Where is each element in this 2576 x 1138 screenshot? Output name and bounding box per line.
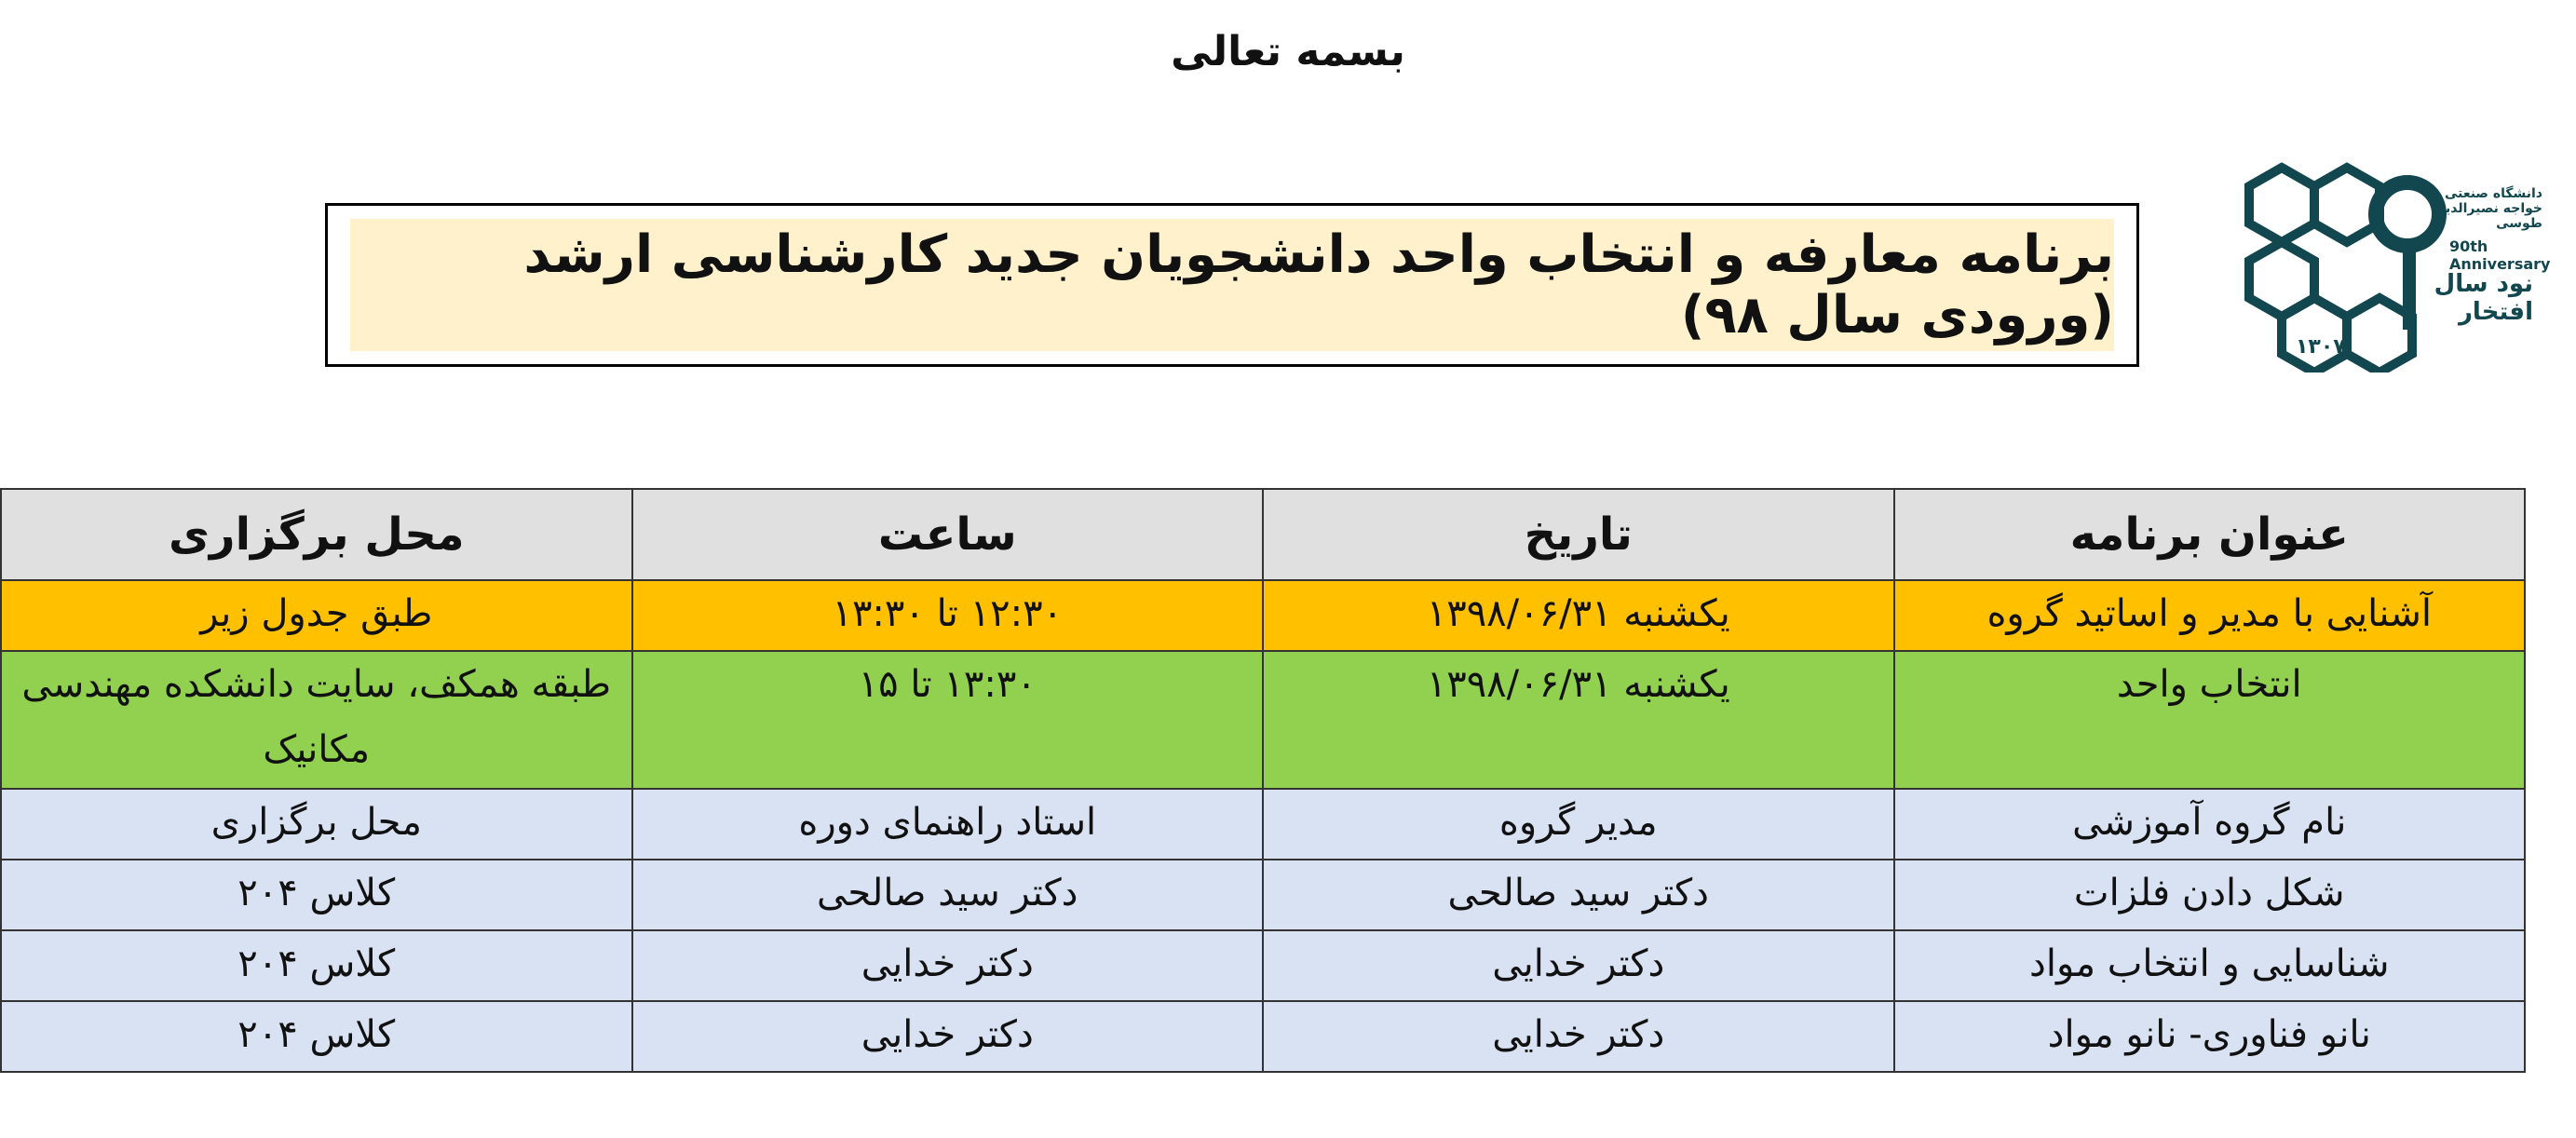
table-cell: دکتر خدایی <box>1263 1001 1894 1072</box>
table-cell: انتخاب واحد <box>1894 651 2526 789</box>
table-row <box>1 789 2525 860</box>
table-cell: ۱۲:۳۰ تا ۱۳:۳۰ <box>632 580 1264 651</box>
table-cell: شناسایی و انتخاب مواد <box>1894 930 2526 1001</box>
title-box <box>325 203 2139 367</box>
table-row <box>1 930 2525 1001</box>
table-cell: کلاس ۲۰۴ <box>1 860 632 930</box>
logo-year: ۱۳۰۷ <box>2296 335 2346 359</box>
schedule-table <box>0 488 2526 1073</box>
table-cell: کلاس ۲۰۴ <box>1 1001 632 1072</box>
table-header-row <box>1 489 2525 580</box>
table-cell: دکتر سید صالحی <box>1263 860 1894 930</box>
table-cell: دکتر سید صالحی <box>632 860 1264 930</box>
page-heading: بسمه تعالی <box>1171 28 1405 75</box>
table-cell: مدیر گروه <box>1263 789 1894 860</box>
table-cell: محل برگزاری <box>1 789 632 860</box>
table-row <box>1 651 2525 789</box>
table-cell: شکل دادن فلزات <box>1894 860 2526 930</box>
table-row <box>1 580 2525 651</box>
logo-anniversary-text: 90th Anniversary <box>2449 237 2551 273</box>
header-location: محل برگزاری <box>1 489 632 580</box>
table-cell: دکتر خدایی <box>632 1001 1264 1072</box>
table-cell: یکشنبه ۱۳۹۸/۰۶/۳۱ <box>1263 651 1894 789</box>
table-cell: کلاس ۲۰۴ <box>1 930 632 1001</box>
logo-university-text: دانشگاه صنعتی خواجه نصیرالدین طوسی <box>2434 186 2542 231</box>
table-cell: آشنایی با مدیر و اساتید گروه <box>1894 580 2526 651</box>
table-row <box>1 1001 2525 1072</box>
table-cell: دکتر خدایی <box>1263 930 1894 1001</box>
table-cell: استاد راهنمای دوره <box>632 789 1264 860</box>
table-cell: طبق جدول زیر <box>1 580 632 651</box>
table-cell: نانو فناوری- نانو مواد <box>1894 1001 2526 1072</box>
header-date: تاریخ <box>1263 489 1894 580</box>
table-cell: دکتر خدایی <box>632 930 1264 1001</box>
table-row <box>1 860 2525 930</box>
table-cell: یکشنبه ۱۳۹۸/۰۶/۳۱ <box>1263 580 1894 651</box>
header-time: ساعت <box>632 489 1264 580</box>
table-cell: نام گروه آموزشی <box>1894 789 2526 860</box>
university-logo <box>2226 149 2551 373</box>
header-program-title: عنوان برنامه <box>1894 489 2526 580</box>
table-cell: طبقه همکف، سایت دانشکده مهندسی مکانیک <box>1 651 632 789</box>
table-cell: ۱۳:۳۰ تا ۱۵ <box>632 651 1264 789</box>
page-title: برنامه معارفه و انتخاب واحد دانشجویان جدید کارشناسی ارشد (ورودی سال ۹۸) <box>350 219 2114 351</box>
logo-tagline: نود سال افتخار <box>2434 270 2533 326</box>
